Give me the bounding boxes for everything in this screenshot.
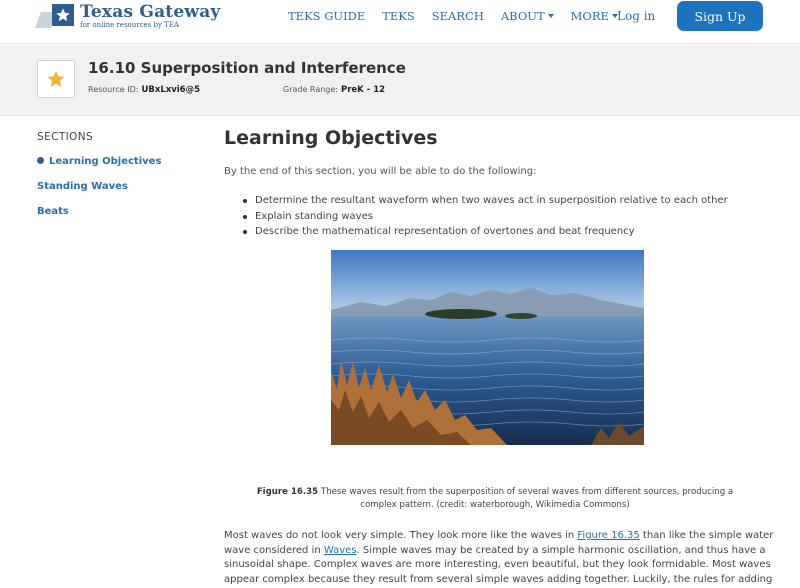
caption-text: complex pattern. (credit: waterborough, Wikimedia Commons) — [360, 500, 630, 510]
intro-text: By the end of this section, you will be able to do the following: — [224, 166, 537, 177]
nav-about[interactable] — [501, 9, 554, 23]
caption-text: These waves result from the superposition of several waves from different sources, producing a — [318, 487, 734, 497]
resource-header — [0, 45, 800, 116]
paragraph-line — [224, 529, 774, 544]
top-header — [0, 0, 800, 44]
signup-button[interactable]: Sign Up — [677, 1, 763, 31]
nav-label: TEKS GUIDE — [288, 9, 366, 23]
nav-teks[interactable] — [382, 9, 415, 23]
waves-link[interactable]: Waves — [323, 544, 357, 556]
logo-title: Texas Gateway — [80, 2, 221, 22]
text: Most waves do not look very simple. They look more like the waves in — [224, 530, 578, 541]
page-title: Learning Objectives — [224, 127, 438, 149]
sidebar-item-learning-objectives[interactable] — [37, 156, 161, 167]
list-item: Describe the mathematical representation of overtones and beat frequency — [243, 224, 728, 240]
grade-range-value: PreK - 12 — [340, 85, 386, 95]
figure-caption — [250, 486, 740, 512]
nav-label: ABOUT — [500, 9, 545, 23]
text: . Simple waves may be created by a simple harmonic oscillation, and thus have a — [356, 544, 766, 556]
nav-more[interactable] — [571, 9, 618, 23]
paragraph-line: sinusoidal shape. Complex waves are more interesting, even beautiful, but they look formidable. Most waves — [224, 559, 771, 570]
nav-label: TEKS — [382, 9, 415, 23]
sections-heading: SECTIONS — [37, 131, 94, 143]
text: than like the simple water — [639, 530, 774, 541]
figure-link[interactable]: Figure 16.35 — [577, 530, 640, 541]
list-item: Determine the resultant waveform when two waves act in superposition relative to each other — [243, 193, 728, 209]
sidebar-item-standing-waves[interactable] — [37, 181, 128, 192]
nav-label: SEARCH — [431, 9, 484, 23]
lake-waves-photo — [331, 250, 644, 445]
resource-id-label: Resource ID: — [88, 85, 139, 94]
nav-search[interactable] — [432, 9, 484, 23]
paragraph-line — [224, 544, 766, 559]
objectives-list — [243, 193, 728, 240]
list-item: Explain standing waves — [243, 209, 728, 225]
body-paragraph — [224, 529, 774, 587]
resource-id-value: UBxLxvi6@5 — [141, 85, 200, 95]
logo-star-icon — [52, 4, 74, 26]
resource-title: 16.10 Superposition and Interference — [88, 59, 406, 77]
logo-subtitle: for online resources by TEA — [80, 21, 179, 29]
login-link[interactable]: Log in — [617, 9, 656, 23]
chevron-down-icon — [548, 14, 554, 18]
resource-id — [88, 85, 200, 95]
nav-label: MORE — [570, 9, 609, 23]
sidebar-item-label: Standing Waves — [37, 181, 128, 192]
sidebar-item-beats[interactable] — [37, 206, 69, 217]
star-icon — [46, 69, 66, 89]
sidebar-item-label: Beats — [37, 206, 69, 217]
grade-range — [283, 85, 385, 95]
figure-label: Figure 16.35 — [256, 487, 319, 497]
favorite-button[interactable] — [37, 60, 75, 98]
sidebar-item-label: Learning Objectives — [49, 156, 162, 167]
paragraph-line: appear complex because they result from several simple waves adding together. Luckily, the rules for adding — [224, 573, 773, 585]
grade-range-label: Grade Range: — [283, 85, 338, 94]
active-dot-icon — [37, 157, 44, 164]
main-nav — [288, 9, 635, 23]
texas-gateway-logo[interactable] — [38, 2, 238, 32]
nav-teks-guide[interactable] — [288, 9, 365, 23]
text: wave considered in — [224, 544, 324, 556]
